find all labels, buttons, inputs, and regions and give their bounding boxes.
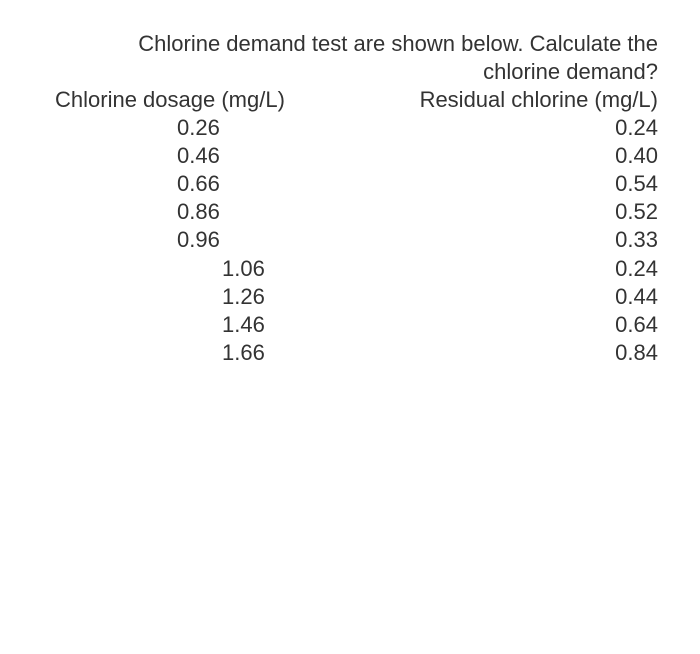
residual-cell: 0.64 [615,312,658,337]
residual-cell: 0.52 [615,199,658,224]
dosage-cell: 0.46 [177,143,220,168]
dosage-cell: 1.46 [222,312,265,337]
dosage-cell: 1.06 [222,256,265,281]
residual-cell: 0.84 [615,340,658,365]
dosage-column-header: Chlorine dosage (mg/L) [55,87,285,112]
question-text: Chlorine demand test are shown below. Calculate the chlorine demand? [138,31,658,84]
dosage-cell: 0.26 [177,115,220,140]
dosage-cell: 0.96 [177,227,220,252]
residual-column-header: Residual chlorine (mg/L) [419,87,658,112]
dosage-cell: 0.86 [177,199,220,224]
dosage-cell: 1.26 [222,284,265,309]
dosage-cell: 1.66 [222,340,265,365]
residual-cell: 0.40 [615,143,658,168]
residual-cell: 0.44 [615,284,658,309]
residual-cell: 0.54 [615,171,658,196]
residual-cell: 0.24 [615,256,658,281]
residual-cell: 0.24 [615,115,658,140]
residual-cell: 0.33 [615,227,658,252]
dosage-cell: 0.66 [177,171,220,196]
